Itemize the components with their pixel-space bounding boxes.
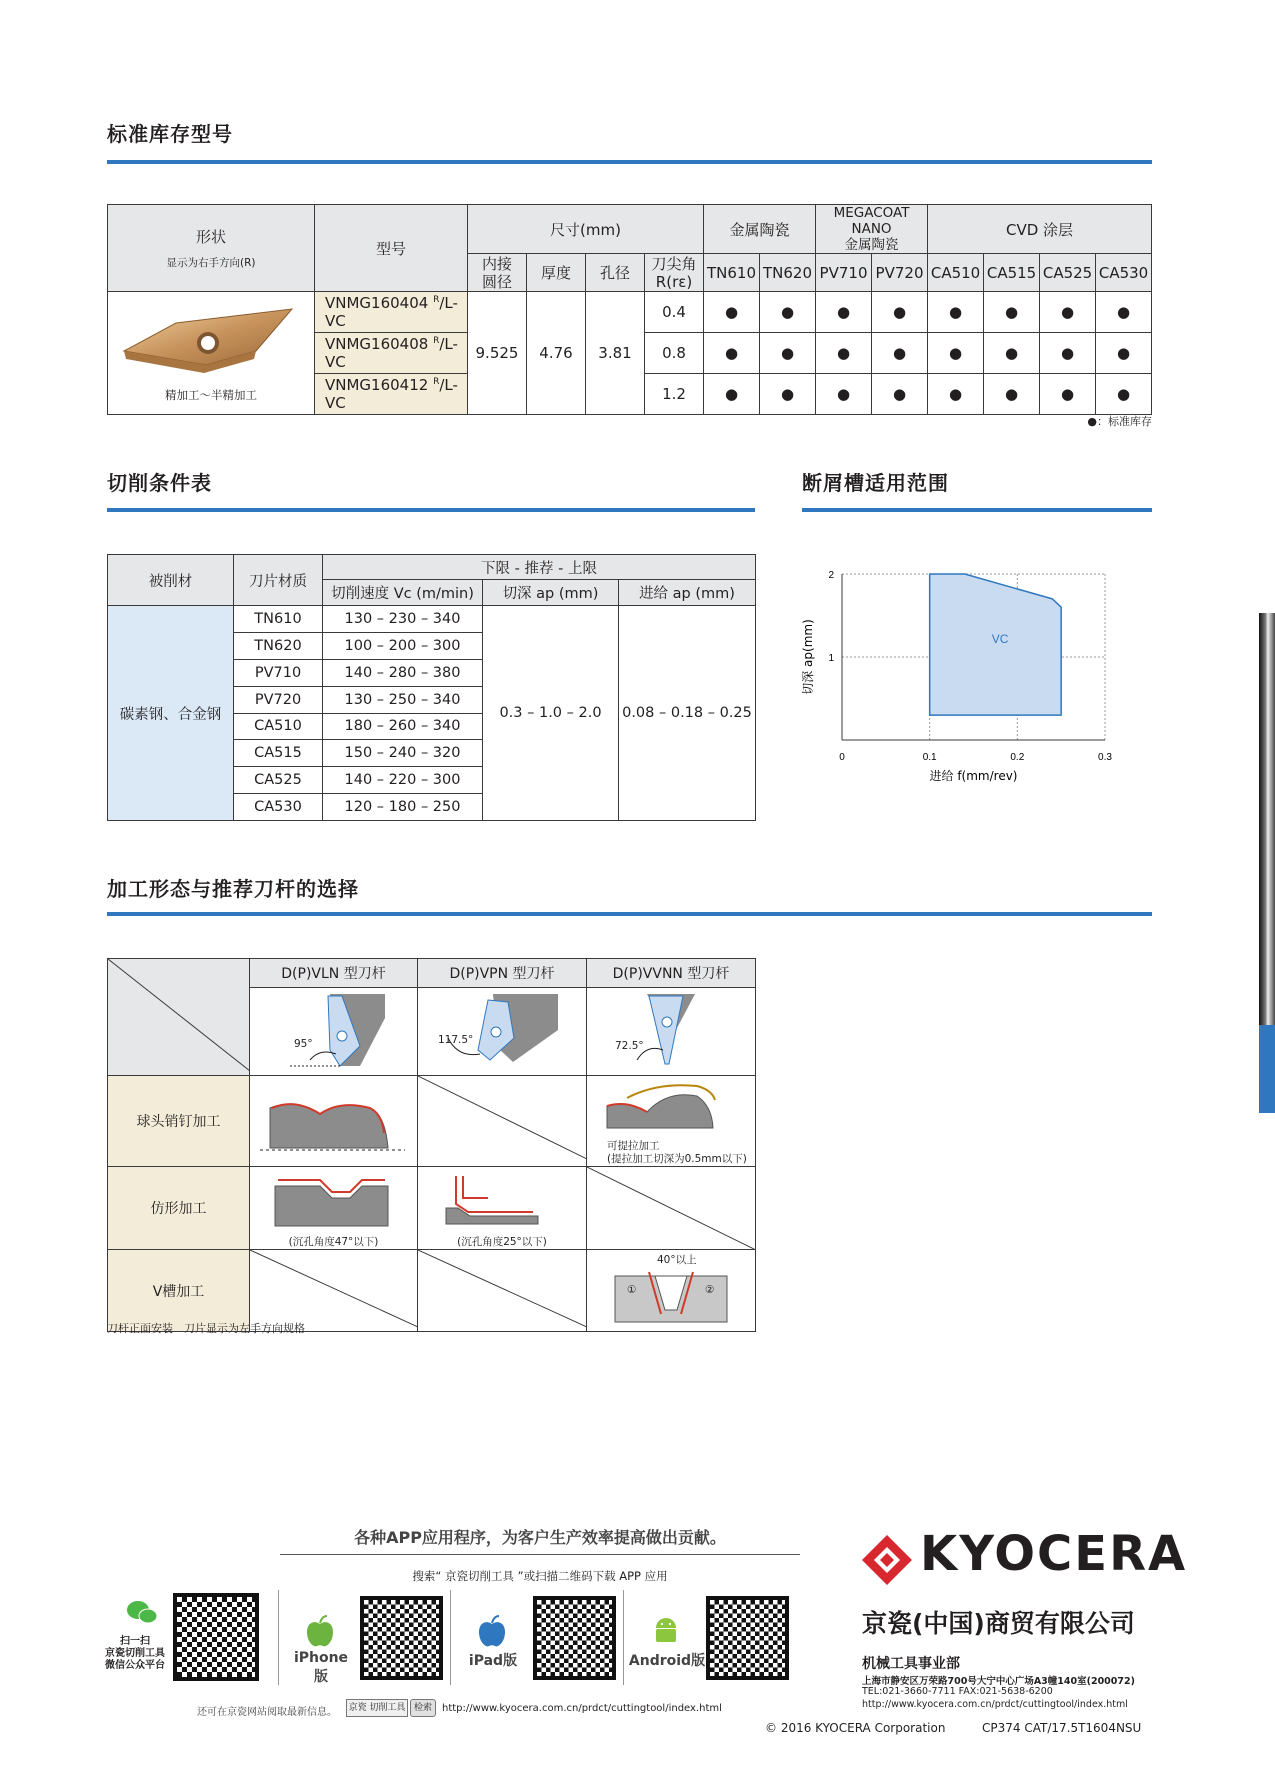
model-header: 型号 xyxy=(315,205,468,292)
holder-diagram-cell xyxy=(250,988,418,1076)
hole-value: 3.81 xyxy=(586,292,645,415)
stock-dot: ● xyxy=(1040,292,1096,333)
dims-header: 尺寸(mm) xyxy=(468,205,704,254)
kyocera-wordmark: KYOCERA xyxy=(920,1526,1188,1582)
select-section-rule xyxy=(107,912,1152,916)
android-label: Android版 xyxy=(628,1653,706,1669)
model-cell xyxy=(315,333,468,374)
x-axis-label: 进给 f(mm/rev) xyxy=(929,769,1018,783)
footer-divider xyxy=(623,1590,624,1685)
nose-header-line2: R(rε) xyxy=(655,272,693,291)
stock-dot: ● xyxy=(928,292,984,333)
kyocera-logo-mark xyxy=(862,1535,912,1585)
y-tick-label: 1 xyxy=(828,653,834,664)
cermet-header: 金属陶瓷 xyxy=(704,205,816,254)
na-diagonal xyxy=(418,1250,587,1327)
iphone-label: iPhone版 xyxy=(293,1650,349,1685)
grade-header: CA530 xyxy=(1096,254,1152,292)
grade-header: 刀片材质 xyxy=(234,555,323,606)
model-name-suffix: /L-VC xyxy=(325,335,458,371)
edge-photo-strip xyxy=(1259,613,1275,1025)
speed-header: 切削速度 Vc (m/min) xyxy=(323,580,483,606)
footer-divider xyxy=(450,1590,451,1685)
stock-dot: ● xyxy=(816,374,872,415)
stock-dot: ● xyxy=(760,374,816,415)
breaker-section-rule xyxy=(802,508,1152,512)
wechat-caption xyxy=(100,1636,170,1672)
holder-vpn-diagram xyxy=(418,988,587,1071)
apple-icon xyxy=(477,1614,507,1648)
stock-dot: ● xyxy=(704,292,760,333)
holder-header: D(P)VVNN 型刀杆 xyxy=(587,959,756,988)
corner-diagonal xyxy=(108,959,250,1071)
footer-rule xyxy=(280,1554,800,1555)
stock-dot: ● xyxy=(984,333,1040,374)
x-tick-label: 0 xyxy=(839,752,845,763)
grade-header: CA525 xyxy=(1040,254,1096,292)
cond-table xyxy=(107,554,756,821)
holder-angle: 117.5° xyxy=(438,1034,474,1046)
footer-divider xyxy=(278,1590,279,1685)
holder-vvnn-diagram xyxy=(587,988,756,1071)
breaker-section-title: 断屑槽适用范围 xyxy=(802,471,949,495)
model-hand-sup: R xyxy=(433,295,440,305)
grade-cell: TN620 xyxy=(234,632,323,659)
insert-image-cell xyxy=(108,292,315,415)
stock-dot: ● xyxy=(760,333,816,374)
nose-header xyxy=(645,254,704,292)
grade-header: TN620 xyxy=(760,254,816,292)
model-hand-sup: R xyxy=(433,377,440,387)
stock-dot: ● xyxy=(928,374,984,415)
model-name: VNMG160404 xyxy=(325,294,434,312)
wechat-icon xyxy=(126,1598,158,1626)
thickness-value: 4.76 xyxy=(527,292,586,415)
na-diagonal xyxy=(418,1076,587,1159)
grade-cell: CA510 xyxy=(234,713,323,740)
grade-header: TN610 xyxy=(704,254,760,292)
ic-header-line1: 内接 xyxy=(481,254,512,273)
v-mark-1: ① xyxy=(627,1284,637,1296)
stock-dot: ● xyxy=(984,374,1040,415)
pin-note-2: (提拉加工切深为0.5mm以下) xyxy=(607,1153,747,1165)
search-box[interactable]: 京瓷 切削工具 xyxy=(346,1699,408,1717)
wechat-caption-1: 扫一扫 xyxy=(120,1636,150,1647)
process-diagram-cell xyxy=(250,1167,418,1250)
company-name: 京瓷(中国)商贸有限公司 xyxy=(862,1609,1135,1638)
empty-cell xyxy=(418,1250,587,1332)
stock-dot: ● xyxy=(1040,374,1096,415)
footer-url[interactable]: http://www.kyocera.com.cn/prdct/cuttingtool/index.html xyxy=(442,1703,722,1714)
web-note: 还可在京瓷网站阅取最新信息。 xyxy=(197,1707,337,1718)
grade-cell: TN610 xyxy=(234,606,323,633)
model-cell xyxy=(315,292,468,333)
speed-cell: 140 – 220 – 300 xyxy=(323,767,483,794)
ipad-label: iPad版 xyxy=(468,1653,518,1669)
speed-cell: 180 – 260 – 340 xyxy=(323,713,483,740)
speed-cell: 150 – 240 – 320 xyxy=(323,740,483,767)
footer-search-text: 搜索“ 京瓷切削工具 ”或扫描二维码下载 APP 应用 xyxy=(412,1569,668,1583)
na-diagonal xyxy=(250,1250,418,1327)
search-button[interactable]: 检索 xyxy=(410,1699,436,1717)
shape-header-note: 显示为右手方向(R) xyxy=(166,257,256,269)
process-diagram-cell xyxy=(587,1250,756,1332)
company-address: 上海市静安区万荣路700号大宁中心广场A3幢140室(200072) xyxy=(862,1676,1135,1687)
grade-cell: CA530 xyxy=(234,794,323,821)
process-row-label: 球头销钉加工 xyxy=(108,1076,250,1167)
range-header: 下限 - 推荐 - 上限 xyxy=(323,555,756,580)
stock-dot: ● xyxy=(704,374,760,415)
nose-value: 0.8 xyxy=(645,333,704,374)
empty-cell xyxy=(587,1167,756,1250)
model-cell xyxy=(315,374,468,415)
holder-header: D(P)VLN 型刀杆 xyxy=(250,959,418,988)
stock-dot: ● xyxy=(816,333,872,374)
shape-caption: 精加工～半精加工 xyxy=(165,388,257,402)
cond-section-title: 切削条件表 xyxy=(107,471,212,495)
na-diagonal xyxy=(587,1167,756,1250)
speed-cell: 140 – 280 – 380 xyxy=(323,659,483,686)
copyright: © 2016 KYOCERA Corporation xyxy=(765,1721,946,1735)
ipad-qr-code xyxy=(537,1600,612,1676)
model-name-suffix: /L-VC xyxy=(325,294,458,330)
holder-header: D(P)VPN 型刀杆 xyxy=(418,959,587,988)
select-section-title: 加工形态与推荐刀杆的选择 xyxy=(107,877,359,901)
stock-dot: ● xyxy=(872,333,928,374)
workpiece-header: 被削材 xyxy=(108,555,234,606)
workpiece-cell: 碳素钢、合金钢 xyxy=(108,606,234,821)
shape-header-label: 形状 xyxy=(195,228,226,246)
apple-icon xyxy=(305,1614,335,1648)
wechat-qr-code xyxy=(177,1597,255,1677)
copy-machining-diagram-2 xyxy=(418,1168,587,1230)
nose-header-line1: 刀尖角 xyxy=(651,254,697,273)
series-label: VC xyxy=(991,631,1009,646)
company-tel: TEL:021-3660-7711 FAX:021-5638-6200 xyxy=(862,1686,1053,1697)
thickness-header: 厚度 xyxy=(527,254,586,292)
process-diagram-cell xyxy=(587,1076,756,1167)
grade-header: PV710 xyxy=(816,254,872,292)
grade-cell: PV710 xyxy=(234,659,323,686)
shape-header xyxy=(108,205,315,292)
stock-dot: ● xyxy=(704,333,760,374)
holder-diagram-cell xyxy=(587,988,756,1076)
stock-dot: ● xyxy=(872,292,928,333)
speed-cell: 130 – 230 – 340 xyxy=(323,606,483,633)
grade-cell: CA515 xyxy=(234,740,323,767)
copy-note-2: (沉孔角度25°以下) xyxy=(457,1235,547,1248)
pin-pull-diagram xyxy=(587,1076,756,1136)
pin-note-1: 可提拉加工 xyxy=(607,1140,660,1152)
stock-dot: ● xyxy=(1096,374,1152,415)
android-icon xyxy=(652,1616,680,1646)
ic-header xyxy=(468,254,527,292)
edge-blue-tab xyxy=(1259,1025,1275,1113)
stock-section-title: 标准库存型号 xyxy=(107,122,233,146)
process-row-label: V槽加工 xyxy=(108,1250,250,1332)
process-row-label: 仿形加工 xyxy=(108,1167,250,1250)
wechat-caption-3: 微信公众平台 xyxy=(105,1660,165,1671)
feed-cell: 0.08 – 0.18 – 0.25 xyxy=(619,606,756,821)
x-tick-label: 0.3 xyxy=(1098,752,1112,763)
grade-header: CA515 xyxy=(984,254,1040,292)
footer-slogan: 各种APP应用程序，为客户生产效率提高做出贡献。 xyxy=(354,1528,726,1547)
stock-dot: ● xyxy=(872,374,928,415)
y-tick-label: 2 xyxy=(828,570,834,581)
division-name: 机械工具事业部 xyxy=(862,1656,960,1672)
stock-table xyxy=(107,204,1152,415)
model-name-suffix: /L-VC xyxy=(325,376,458,412)
stock-dot: ● xyxy=(816,292,872,333)
v-note: 40°以上 xyxy=(657,1254,697,1266)
stock-dot: ● xyxy=(760,292,816,333)
stock-dot: ● xyxy=(1096,292,1152,333)
nose-value: 1.2 xyxy=(645,374,704,415)
wechat-caption-2: 京瓷切削工具 xyxy=(105,1648,165,1659)
grade-cell: CA525 xyxy=(234,767,323,794)
megacoat-header-line1: MEGACOAT NANO xyxy=(833,205,910,237)
holder-diagram-cell xyxy=(418,988,587,1076)
speed-cell: 130 – 250 – 340 xyxy=(323,686,483,713)
speed-cell: 120 – 180 – 250 xyxy=(323,794,483,821)
table-row xyxy=(108,606,756,633)
empty-cell xyxy=(418,1076,587,1167)
holder-vln-diagram xyxy=(250,988,418,1071)
model-name: VNMG160408 xyxy=(325,335,434,353)
ic-value: 9.525 xyxy=(468,292,527,415)
process-diagram-cell xyxy=(250,1076,418,1167)
speed-cell: 100 – 200 – 300 xyxy=(323,632,483,659)
corner-cell xyxy=(108,959,250,1076)
v-mark-2: ② xyxy=(705,1284,715,1296)
holder-angle: 95° xyxy=(294,1038,313,1050)
ic-header-line2: 圆径 xyxy=(481,272,512,291)
insert-image xyxy=(116,303,306,383)
chip-breaker-chart xyxy=(800,556,1120,786)
copy-note-1: (沉孔角度47°以下) xyxy=(288,1235,379,1248)
android-qr-code xyxy=(710,1600,785,1676)
x-tick-label: 0.1 xyxy=(922,752,937,763)
stock-dot: ● xyxy=(1096,333,1152,374)
table-row xyxy=(108,1076,756,1167)
table-row xyxy=(108,1167,756,1250)
holder-footnote: 刀杆正面安装 刀片显示为左手方向规格 xyxy=(107,1322,305,1335)
stock-section-rule xyxy=(107,160,1152,164)
depth-cell: 0.3 – 1.0 – 2.0 xyxy=(483,606,619,821)
holder-angle: 72.5° xyxy=(615,1040,644,1052)
nose-value: 0.4 xyxy=(645,292,704,333)
stock-dot: ● xyxy=(928,333,984,374)
model-hand-sup: R xyxy=(433,336,440,346)
company-url[interactable]: http://www.kyocera.com.cn/prdct/cuttingtool/index.html xyxy=(862,1699,1128,1710)
feed-header: 进给 ap (mm) xyxy=(619,580,756,606)
grade-header: CA510 xyxy=(928,254,984,292)
stock-legend: ●：标准库存 xyxy=(1087,415,1152,428)
stock-dot: ● xyxy=(1040,333,1096,374)
iphone-qr-code xyxy=(364,1600,439,1676)
y-axis-label: 切深 ap(mm) xyxy=(801,619,815,695)
grade-header: PV720 xyxy=(872,254,928,292)
table-row xyxy=(108,292,1152,333)
stock-dot: ● xyxy=(984,292,1040,333)
megacoat-header xyxy=(816,205,928,254)
x-tick-label: 0.2 xyxy=(1010,752,1025,763)
process-diagram-cell xyxy=(418,1167,587,1250)
model-name: VNMG160412 xyxy=(325,376,434,394)
catalog-code: CP374 CAT/17.5T1604NSU xyxy=(982,1721,1142,1735)
cond-section-rule xyxy=(107,508,755,512)
cvd-header: CVD 涂层 xyxy=(928,205,1152,254)
hole-header: 孔径 xyxy=(586,254,645,292)
pin-machining-diagram xyxy=(250,1078,418,1161)
megacoat-header-line2: 金属陶瓷 xyxy=(844,237,899,253)
depth-header: 切深 ap (mm) xyxy=(483,580,619,606)
copy-machining-diagram-1 xyxy=(250,1168,418,1230)
grade-cell: PV720 xyxy=(234,686,323,713)
holder-selection-table xyxy=(107,958,756,1332)
